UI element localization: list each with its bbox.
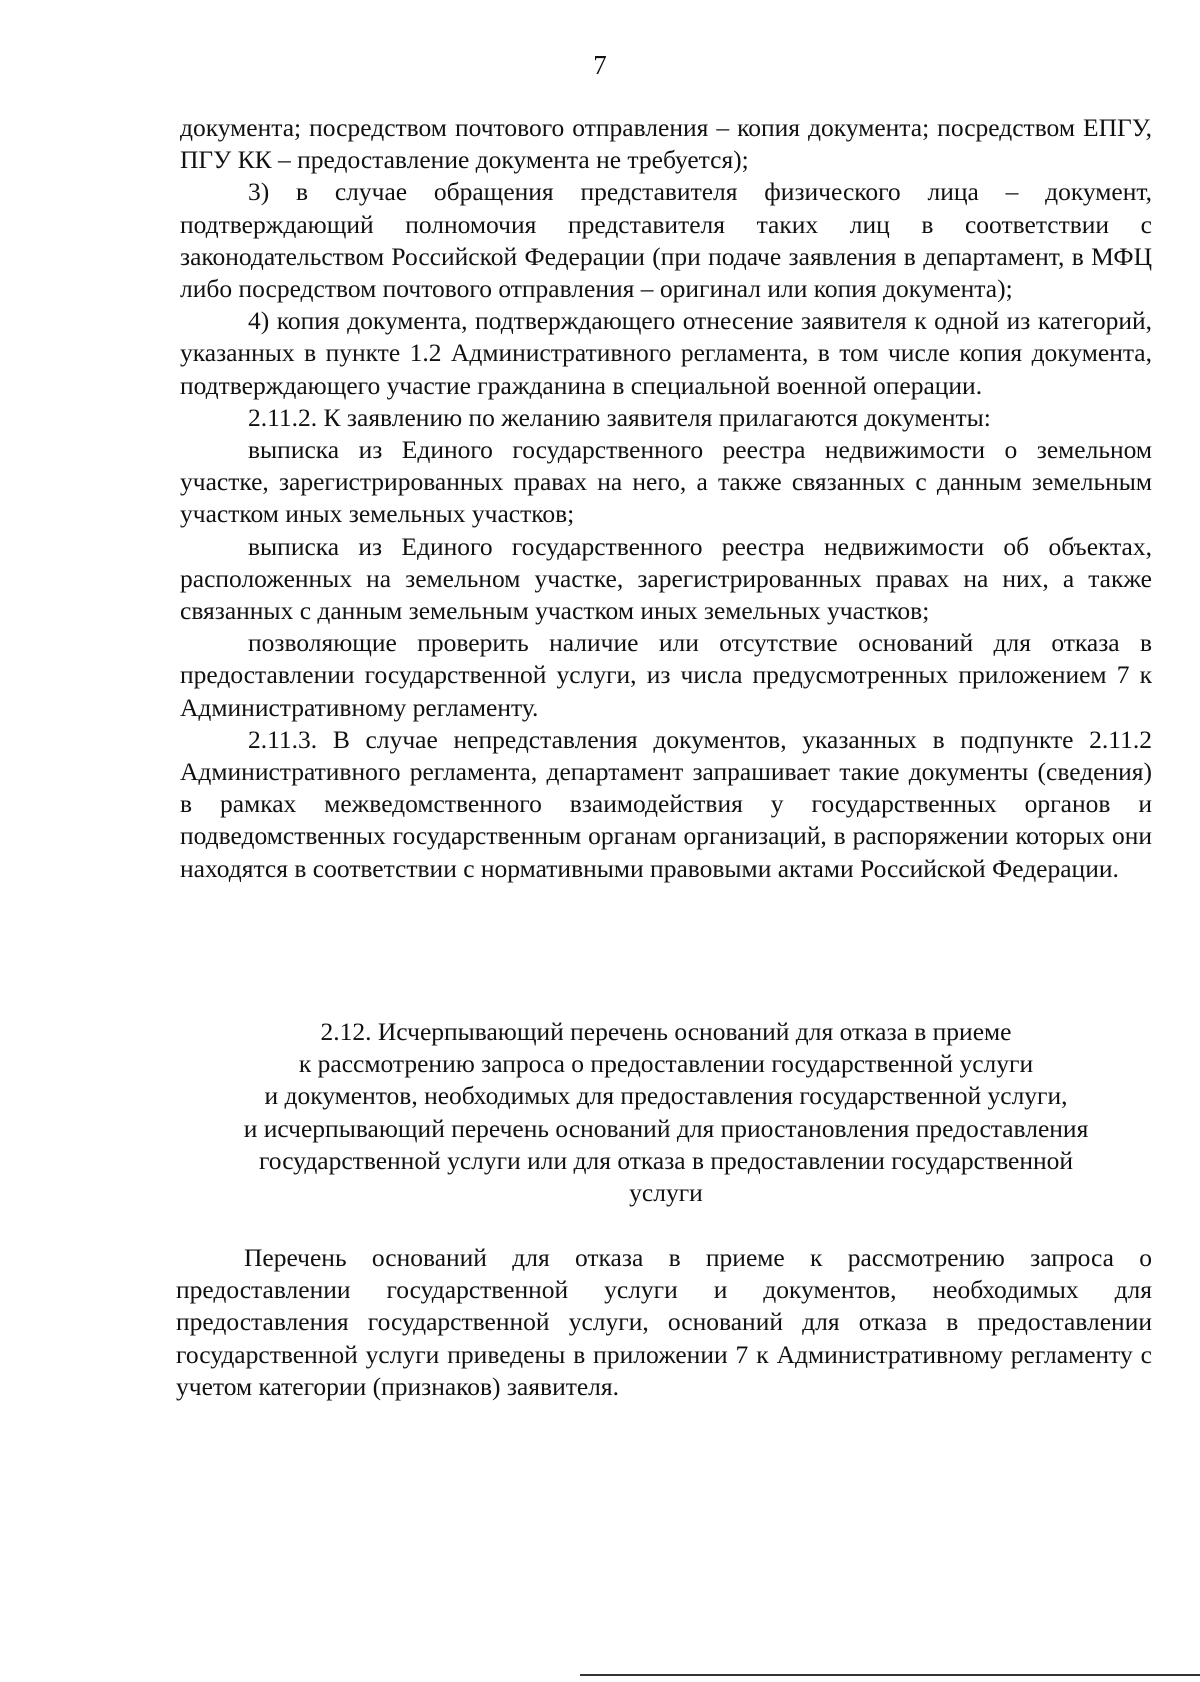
paragraph-continuation: документа; посредством почтового отправления – копия документа; посредством ЕПГУ, ПГУ КК – предоставление документа не требуется); [180,113,1152,175]
body-text [180,112,1152,885]
heading-line: и исчерпывающий перечень оснований для приостановления предоставления [243,1113,1089,1143]
heading-line: услуги [629,1178,703,1208]
section-heading-2-12 [180,1016,1152,1209]
final-text [176,1242,1152,1403]
heading-line: к рассмотрению запроса о предоставлении государственной услуги [298,1049,1034,1079]
paragraph-item-4: 4) копия документа, подтверждающего отнесение заявителя к одной из категорий, указанных в пункте 1.2 Административного регламента, в том числе копия документа, подтверждающего участие гражданина в специальной военной операции. [180,306,1152,400]
page-number: 7 [593,50,607,80]
paragraph-2-11-2: 2.11.2. К заявлению по желанию заявителя прилагаются документы: [248,402,991,432]
heading-line: и документов, необходимых для предоставления государственной услуги, [264,1081,1068,1111]
bottom-edge-line [580,1674,1200,1676]
paragraph-refusal-grounds: Перечень оснований для отказа в приеме к рассмотрению запроса о предоставлении государственной услуги и документов, необходимых для предоставления государственной услуги, оснований для отказа в предоставлении государственной услуги приведены в приложении 7 к Административному регламенту с учетом категории (признаков) заявителя. [176,1243,1152,1401]
paragraph-2-11-3: 2.11.3. В случае непредставления документов, указанных в подпункте 2.11.2 Административного регламента, департамент запрашивает такие документы (сведения) в рамках межведомственного взаимодействия у государственных органов и подведомственных государственным органам организаций, в распоряжении которых они находятся в соответствии с нормативными правовыми актами Российской Федерации. [180,724,1152,883]
paragraph-grounds-check: позволяющие проверить наличие или отсутствие оснований для отказа в предоставлении государственной услуги, из числа предусмотренных приложением 7 к Административному регламенту. [180,628,1152,722]
paragraph-extract-land-plot: выписка из Единого государственного реестра недвижимости о земельном участке, зарегистрированных правах на него, а также связанных с данным земельным участком иных земельных участков; [180,435,1152,529]
heading-line: государственной услуги или для отказа в предоставлении государственной [258,1145,1074,1175]
heading-line: 2.12. Исчерпывающий перечень оснований для отказа в приеме [320,1017,1012,1046]
paragraph-extract-objects: выписка из Единого государственного реестра недвижимости об объектах, расположенных на земельном участке, зарегистрированных правах на них, а также связанных с данным земельным участком иных земельных участков; [180,531,1152,626]
paragraph-item-3: 3) в случае обращения представителя физического лица – документ, подтверждающий полномочия представителя таких лиц в соответствии с законодательством Российской Федерации (при подаче заявления в департамент, в МФЦ либо посредством почтового отправления – оригинал или копия документа); [180,177,1152,304]
